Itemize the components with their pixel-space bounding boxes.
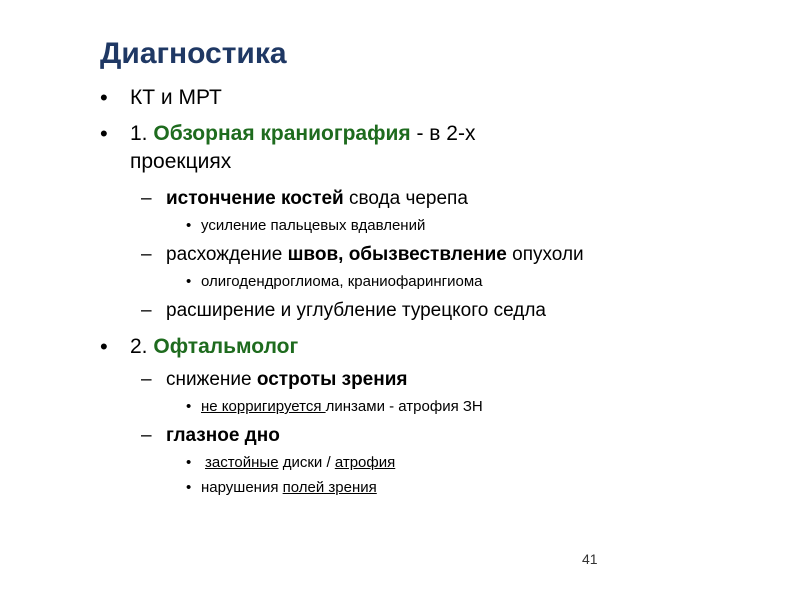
- bullet-item-2: [130, 333, 298, 361]
- visual-field-pre: нарушения: [201, 479, 283, 496]
- visual-field-underlined: полей зрения: [282, 479, 377, 496]
- bullet-ct-mri: КТ и МРТ: [130, 86, 222, 109]
- item-1-sub-3: расширение и углубление турецкого седла: [166, 300, 546, 321]
- bullet-item-1-line2: проекциях: [130, 150, 232, 173]
- item-1-sub-1: [166, 187, 468, 211]
- bullet-icon: •: [186, 217, 192, 234]
- bullet-icon: •: [186, 273, 192, 290]
- item-2-sub-1-bold: остроты зрения: [256, 369, 408, 390]
- stagnant-disks-text: застойные: [205, 454, 279, 471]
- item-1-heading: Обзорная краниография: [153, 122, 411, 145]
- item-1-sub-1-detail: усиление пальцевых вдавлений: [201, 217, 426, 234]
- item-1-sub-1-bold: истончение костей: [166, 188, 344, 209]
- item-2-sub-2-detail-2: [201, 478, 377, 498]
- disks-mid-text: диски /: [278, 454, 335, 471]
- item-2-sub-1: [166, 368, 407, 392]
- item-2-sub-2-detail-1: [205, 453, 395, 473]
- item-1-sub-1-rest: свода черепа: [343, 188, 468, 209]
- item-1-sub-2-bold: швов, обызвествление: [287, 244, 507, 265]
- item-2-sub-1-underlined: не корригируется: [201, 398, 326, 415]
- bullet-icon: •: [100, 85, 108, 110]
- item-2-sub-2: глазное дно: [166, 425, 280, 446]
- dash-icon: –: [141, 369, 152, 390]
- item-2-sub-1-rest: линзами - атрофия ЗН: [325, 398, 483, 415]
- item-1-sub-2-rest: опухоли: [506, 244, 584, 265]
- dash-icon: –: [141, 300, 152, 321]
- bullet-icon: •: [186, 398, 192, 415]
- bullet-icon: •: [100, 334, 108, 359]
- item-2-number: 2.: [130, 335, 148, 358]
- item-1-tail: - в 2-х: [410, 122, 476, 145]
- item-2-heading: Офтальмолог: [153, 335, 299, 358]
- item-1-number: 1.: [130, 122, 148, 145]
- page-title: Диагностика: [100, 37, 287, 70]
- item-1-sub-2-detail: олигодендроглиома, краниофарингиома: [201, 273, 483, 290]
- dash-icon: –: [141, 244, 152, 265]
- item-1-sub-2: [166, 243, 584, 267]
- page-number: 41: [582, 551, 598, 567]
- atrophy-text: атрофия: [334, 454, 396, 471]
- dash-icon: –: [141, 188, 152, 209]
- item-2-sub-1-detail: [201, 397, 483, 417]
- bullet-item-1: [130, 120, 475, 148]
- dash-icon: –: [141, 425, 152, 446]
- bullet-icon: •: [186, 454, 192, 471]
- item-2-sub-1-pre: снижение: [166, 369, 257, 390]
- bullet-icon: •: [186, 479, 192, 496]
- item-1-sub-2-pre: расхождение: [166, 244, 288, 265]
- bullet-icon: •: [100, 121, 108, 146]
